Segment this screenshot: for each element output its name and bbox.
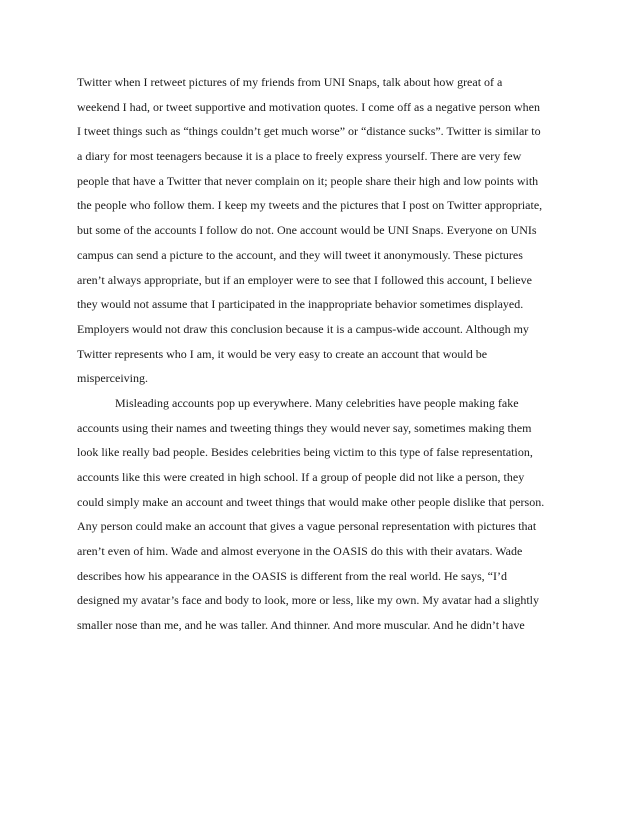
text-line: they would not assume that I participated in the inappropriate behavior sometimes displayed.	[77, 297, 524, 312]
text-line: people that have a Twitter that never complain on it; people share their high and low points with	[77, 173, 539, 188]
text-line: aren’t even of him. Wade and almost everyone in the OASIS do this with their avatars. Wade	[77, 544, 523, 559]
text-line: the people who follow them. I keep my tweets and the pictures that I post on Twitter appropriate,	[77, 198, 543, 213]
text-line: campus can send a picture to the account, and they will tweet it anonymously. These pictures	[77, 247, 523, 262]
text-line: Any person could make an account that gives a vague personal representation with pictures that	[77, 519, 537, 534]
essay-body	[77, 70, 577, 638]
text-line: Twitter when I retweet pictures of my friends from UNI Snaps, talk about how great of a	[77, 75, 503, 89]
text-line: describes how his appearance in the OASIS is different from the real world. He says, “I’d	[77, 568, 507, 583]
text-line: accounts using their names and tweeting things they would never say, sometimes making them	[77, 420, 532, 435]
text-line: smaller nose than me, and he was taller. And thinner. And more muscular. And he didn’t have	[77, 618, 525, 633]
text-line: aren’t always appropriate, but if an employer were to see that I followed this account, I believe	[77, 272, 532, 287]
text-line: designed my avatar’s face and body to look, more or less, like my own. My avatar had a slightly	[77, 593, 539, 608]
text-line: Employers would not draw this conclusion because it is a campus-wide account. Although my	[77, 321, 529, 336]
text-line: weekend I had, or tweet supportive and motivation quotes. I come off as a negative person when	[77, 99, 540, 114]
text-line: could simply make an account and tweet things that would make other people dislike that person.	[77, 494, 545, 509]
text-line: look like really bad people. Besides celebrities being victim to this type of false representation,	[77, 445, 533, 460]
text-line: misperceiving.	[77, 371, 148, 386]
text-line: a diary for most teenagers because it is a place to freely express yourself. There are very few	[77, 149, 522, 164]
text-line: Misleading accounts pop up everywhere. Many celebrities have people making fake	[115, 395, 519, 410]
text-line: Twitter represents who I am, it would be very easy to create an account that would be	[77, 346, 488, 361]
text-line: I tweet things such as “things couldn’t get much worse” or “distance sucks”. Twitter is similar to	[77, 124, 541, 139]
text-line: accounts like this were created in high school. If a group of people did not like a person, they	[77, 470, 525, 484]
text-line: but some of the accounts I follow do not. One account would be UNI Snaps. Everyone on UNIs	[77, 223, 537, 238]
